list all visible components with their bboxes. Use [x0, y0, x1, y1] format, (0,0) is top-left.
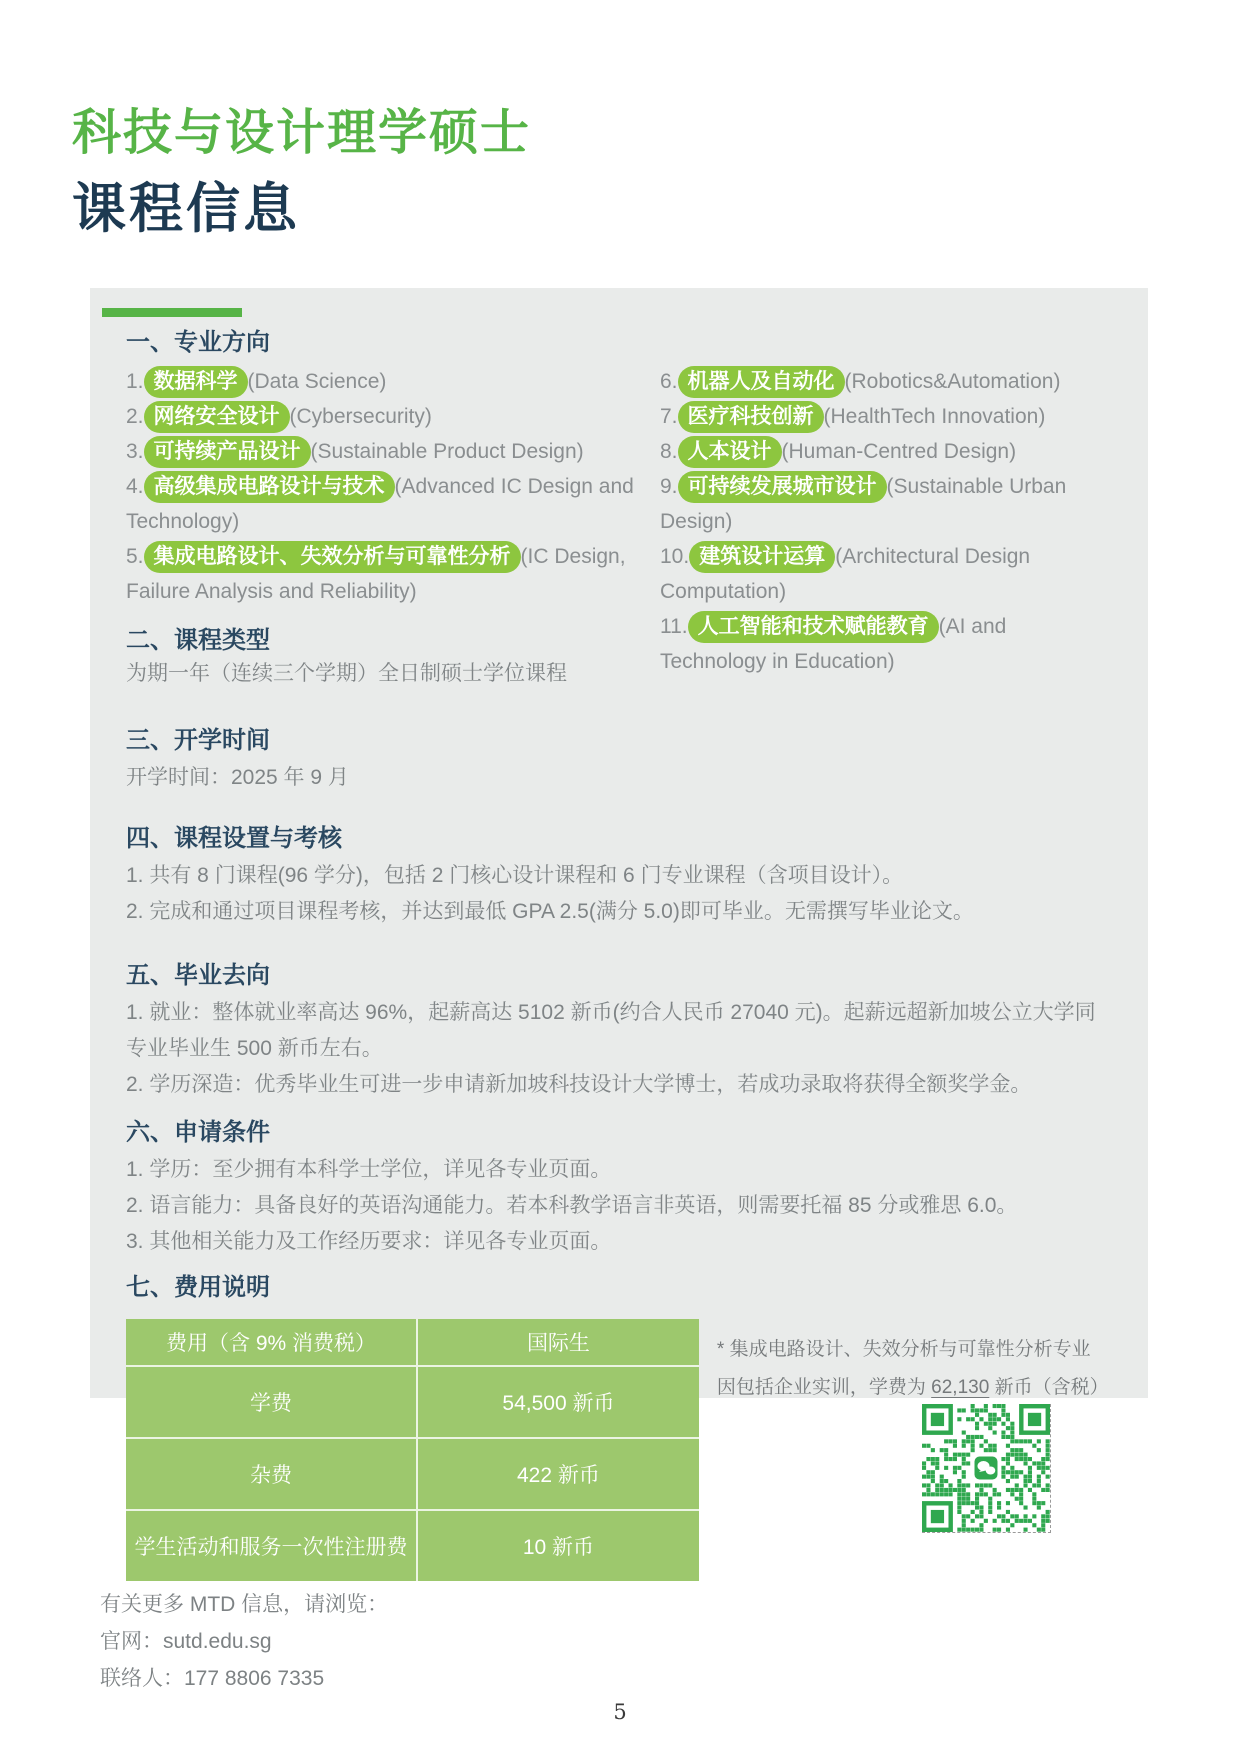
major-english: (Sustainable Urban Design): [660, 475, 1067, 533]
major-english: (Data Science): [247, 370, 387, 393]
qr-pattern: [922, 1404, 1050, 1532]
section-heading-outcomes: 五、毕业去向: [126, 962, 270, 989]
fee-value: 422 新币: [517, 1464, 600, 1487]
major-english: (HealthTech Innovation): [823, 405, 1046, 428]
table-row: [126, 1367, 699, 1439]
majors-columns: [126, 364, 1112, 691]
major-pill: 医疗科技创新: [678, 401, 824, 433]
major-english: (IC Design, Failure Analysis and Reliability): [126, 545, 626, 603]
major-pill: 人工智能和技术赋能教育: [688, 611, 939, 643]
major-item: [660, 399, 1112, 434]
major-number: 2.: [126, 405, 144, 428]
fee-note-suffix: 新币（含税）: [989, 1377, 1109, 1398]
curriculum-line: 2. 完成和通过项目课程考核，并达到最低 GPA 2.5(满分 5.0)即可毕业。无需撰写毕业论文。: [126, 900, 974, 923]
wechat-qr-code-icon: [922, 1404, 1051, 1533]
major-pill: 网络安全设计: [144, 401, 290, 433]
major-english: (Robotics&Automation): [844, 370, 1061, 393]
apply-line: 3. 其他相关能力及工作经历要求：详见各专业页面。: [126, 1230, 612, 1253]
fee-table-header-cell: 费用（含 9% 消费税）: [126, 1319, 418, 1365]
fee-table-header-row: [126, 1319, 699, 1367]
course-type-body: 为期一年（连续三个学期）全日制硕士学位课程: [126, 662, 567, 685]
major-pill: 集成电路设计、失效分析与可靠性分析: [144, 541, 521, 573]
fee-table-header-cell: 国际生: [526, 1332, 590, 1355]
footer-website-line: [100, 1623, 388, 1660]
major-item: [126, 399, 660, 434]
curriculum-lines: [126, 858, 1112, 930]
majors-column-left: [126, 364, 660, 691]
fee-value: 54,500 新币: [502, 1392, 615, 1415]
fee-note-line1: * 集成电路设计、失效分析与可靠性分析专业: [716, 1339, 1091, 1360]
section-heading-start: 三、开学时间: [126, 727, 270, 754]
major-number: 3.: [126, 440, 144, 463]
fee-note: [717, 1319, 1112, 1407]
contact-number: 177 8806 7335: [184, 1667, 325, 1690]
major-number: 8.: [660, 440, 678, 463]
accent-bar: [102, 308, 242, 317]
start-body: 开学时间：2025 年 9 月: [126, 766, 349, 789]
major-item: [660, 609, 1112, 679]
section-heading-apply: 六、申请条件: [126, 1119, 270, 1146]
major-english: (Advanced IC Design and Technology): [126, 475, 634, 533]
fee-value: 10 新币: [522, 1536, 595, 1559]
section-heading-majors: 一、专业方向: [126, 329, 270, 356]
footer-contact-line: [100, 1660, 388, 1697]
major-number: 1.: [126, 370, 144, 393]
major-item: [126, 539, 660, 609]
page-number: 5: [613, 1700, 627, 1724]
major-english: (AI and Technology in Education): [660, 615, 1007, 673]
major-pill: 高级集成电路设计与技术: [144, 471, 395, 503]
major-number: 9.: [660, 475, 678, 498]
table-row: [126, 1511, 699, 1581]
fee-label: 学费: [126, 1367, 418, 1437]
major-english: (Sustainable Product Design): [310, 440, 584, 463]
fee-label: 学生活动和服务一次性注册费: [126, 1511, 418, 1581]
major-english: (Human-Centred Design): [781, 440, 1017, 463]
footer: [100, 1586, 388, 1697]
apply-line: 1. 学历：至少拥有本科学士学位，详见各专业页面。: [126, 1158, 612, 1181]
major-pill: 数据科学: [144, 366, 248, 398]
major-number: 5.: [126, 545, 144, 568]
section-heading-fees: 七、费用说明: [126, 1274, 270, 1301]
apply-line: 2. 语言能力：具备良好的英语沟通能力。若本科教学语言非英语，则需要托福 85 分或雅思 6.0。: [126, 1194, 1018, 1217]
website-label: 官网：: [100, 1630, 163, 1653]
fee-label: 杂费: [126, 1439, 418, 1509]
outcomes-lines: [126, 995, 1112, 1103]
major-item: [126, 469, 660, 539]
major-item: [126, 434, 660, 469]
footer-intro: 有关更多 MTD 信息，请浏览：: [100, 1593, 389, 1616]
website-url[interactable]: sutd.edu.sg: [163, 1630, 272, 1653]
major-number: 11.: [660, 615, 688, 638]
major-number: 10.: [660, 545, 690, 568]
page-title: 课程信息: [72, 179, 300, 239]
major-english: (Cybersecurity): [289, 405, 432, 428]
major-item: [126, 364, 660, 399]
major-pill: 可持续产品设计: [144, 436, 311, 468]
majors-column-right: [660, 364, 1112, 691]
major-pill: 机器人及自动化: [678, 366, 845, 398]
major-pill: 可持续发展城市设计: [678, 471, 887, 503]
major-english: (Architectural Design Computation): [660, 545, 1031, 603]
major-item: [660, 434, 1112, 469]
major-pill: 建筑设计运算: [689, 541, 835, 573]
fee-note-amount: 62,130: [931, 1377, 990, 1398]
outcomes-line: 2. 学历深造：优秀毕业生可进一步申请新加坡科技设计大学博士，若成功录取将获得全额奖学金。: [126, 1073, 1032, 1096]
table-row: [126, 1439, 699, 1511]
fee-note-prefix: 因包括企业实训，学费为: [716, 1377, 932, 1398]
major-item: [660, 539, 1112, 609]
outcomes-line: 1. 就业：整体就业率高达 96%，起薪高达 5102 新币(约合人民币 27040 元)。起薪远超新加坡公立大学同专业毕业生 500 新币左右。: [126, 1001, 1096, 1060]
program-title: 科技与设计理学硕士: [72, 106, 532, 160]
contact-label: 联络人：: [100, 1667, 184, 1690]
content: [90, 288, 1148, 1581]
curriculum-line: 1. 共有 8 门课程(96 学分)，包括 2 门核心设计课程和 6 门专业课程（含项目设计）。: [126, 864, 904, 887]
major-pill: 人本设计: [678, 436, 782, 468]
fee-note-line2: [717, 1369, 1112, 1407]
major-item: [660, 469, 1112, 539]
major-number: 6.: [660, 370, 678, 393]
major-number: 4.: [126, 475, 144, 498]
fee-table: [126, 1319, 699, 1581]
section-heading-curriculum: 四、课程设置与考核: [126, 825, 342, 852]
major-item: [660, 364, 1112, 399]
apply-lines: [126, 1152, 1112, 1260]
major-number: 7.: [660, 405, 678, 428]
section-heading-course-type: 二、课程类型: [126, 627, 270, 654]
